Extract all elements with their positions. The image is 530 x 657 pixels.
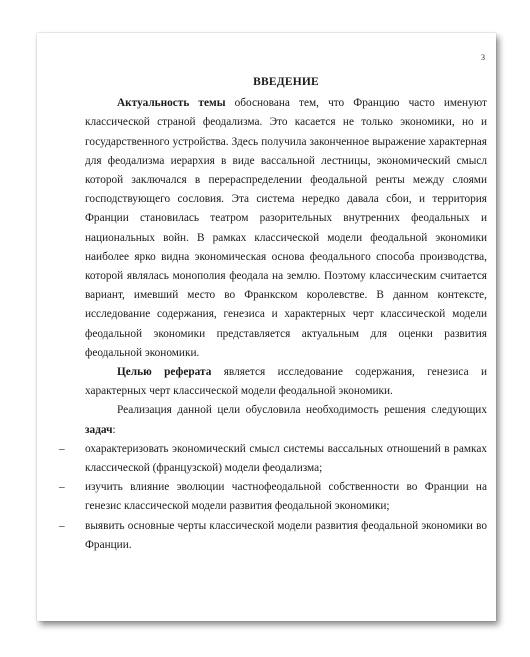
list-dash: – xyxy=(59,519,65,532)
document-page xyxy=(37,33,496,621)
goal-paragraph xyxy=(85,363,487,401)
tasks-intro-bold: задач xyxy=(85,423,113,436)
goal-text: является исследование содержания, генезиса и характерных черт классической модели феодальной экономики. xyxy=(85,366,487,398)
page-number: 3 xyxy=(481,53,485,62)
list-item xyxy=(59,440,487,478)
tasks-intro-paragraph xyxy=(85,401,487,439)
list-item-text: выявить основные черты классической модели развития феодальной экономики во Франции. xyxy=(85,519,487,551)
list-dash: – xyxy=(59,442,65,455)
relevance-lead: Актуальность темы xyxy=(117,97,226,110)
tasks-intro-tail: : xyxy=(112,423,116,436)
list-item xyxy=(59,478,487,516)
list-item xyxy=(59,517,487,555)
list-dash: – xyxy=(59,481,65,494)
page-content xyxy=(59,73,487,555)
relevance-paragraph xyxy=(85,94,487,363)
tasks-list xyxy=(59,440,487,555)
list-item-text: изучить влияние эволюции частнофеодальной собственности во Франции на генезис классической модели развития феодальной экономики; xyxy=(85,481,487,513)
tasks-intro-text: Реализация данной цели обусловила необходимость решения следующих xyxy=(117,404,487,417)
relevance-text: обоснована тем, что Францию часто именуют классической страной феодализма. Это касается не только экономики, но и государственного устройства. Здесь получила законченное выражение характерная для феодализма иерархия в виде вассальной лестницы, экономический смысл которой заключался в перераспределении феодальной ренты между слоями господствующего сословия. Эта система нередко давала сбои, и территория Франции становилась театром разорительных внутренних феодальных и национальных войн. В рамках классической модели феодальной экономики наиболее ярко видна экономическая основа феодального способа производства, которой являлась монополия феодала на землю. Поэтому классическим считается вариант, имевший место во Франкском королевстве. В данном контексте, исследование содержания, генезиса и характерных черт классической модели феодальной экономики представляется актуальным для оценки развития феодальной экономики. xyxy=(85,97,487,359)
list-item-text: охарактеризовать экономический смысл системы вассальных отношений в рамках классической (французской) модели феодализма; xyxy=(85,442,487,475)
section-heading: ВВЕДЕНИЕ xyxy=(253,76,319,88)
goal-lead: Целью реферата xyxy=(117,366,212,379)
